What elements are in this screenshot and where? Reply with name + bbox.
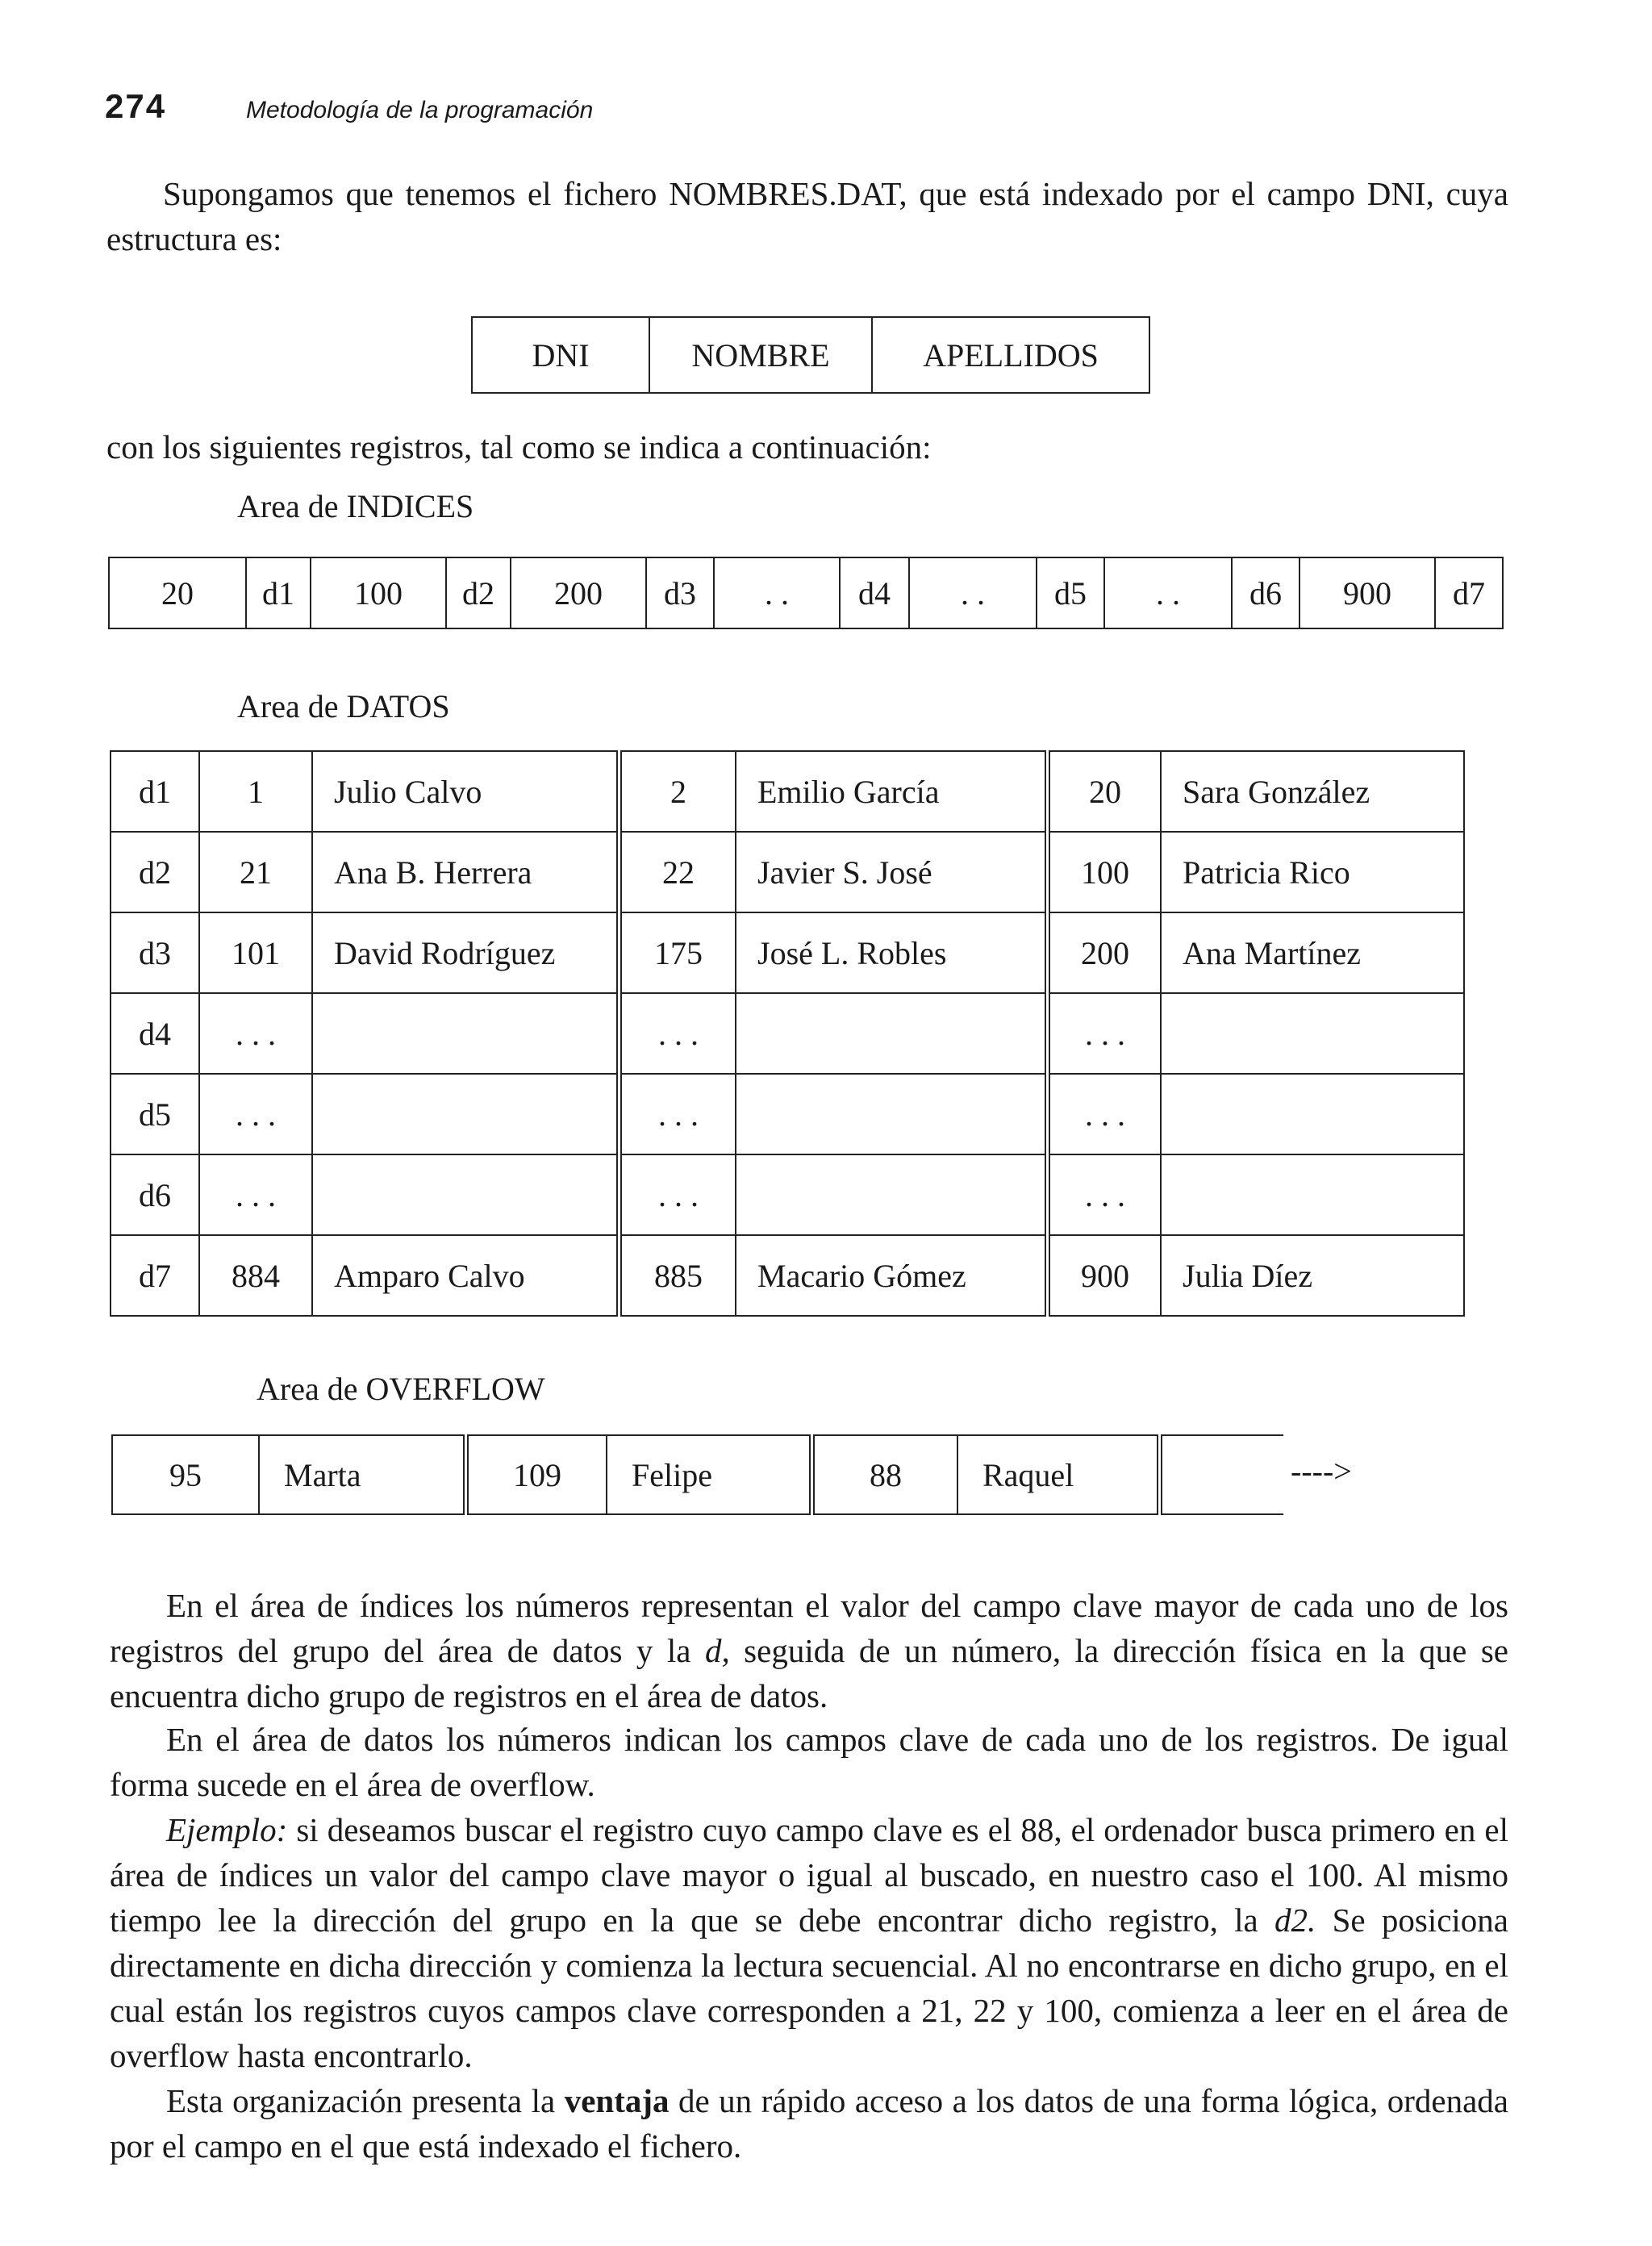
record-key: 885 bbox=[620, 1235, 736, 1316]
table-row bbox=[111, 993, 1464, 1074]
record-name bbox=[312, 1074, 620, 1154]
intro-paragraph: Supongamos que tenemos el fichero NOMBRES.DAT, que está indexado por el campo DNI, cuya estructura es: bbox=[106, 175, 1508, 257]
table-row bbox=[111, 751, 1464, 832]
index-address-cell: d7 bbox=[1435, 557, 1503, 628]
field-apellidos: APELLIDOS bbox=[872, 317, 1149, 393]
index-address-cell: d2 bbox=[446, 557, 511, 628]
paragraph-text: si deseamos buscar el registro cuyo campo clave es el 88, el ordenador busca primero en el área de índices un valor del campo clave mayor o igual al buscado, en nuestro caso el 100. Al mismo tiempo lee la dirección del grupo en la que se debe encontrar dicho registro, la bbox=[110, 1811, 1508, 1939]
record-name: Amparo Calvo bbox=[312, 1235, 620, 1316]
group-address: d3 bbox=[111, 912, 199, 993]
record-key: . . . bbox=[620, 993, 736, 1074]
table-row bbox=[111, 912, 1464, 993]
record-name bbox=[736, 993, 1048, 1074]
index-address-cell: d3 bbox=[646, 557, 714, 628]
record-name: Emilio García bbox=[736, 751, 1048, 832]
overflow-key: 109 bbox=[466, 1435, 607, 1514]
group-address: d5 bbox=[111, 1074, 199, 1154]
datos-area-label: Area de DATOS bbox=[237, 688, 450, 724]
overflow-arrow: ----> bbox=[1291, 1453, 1352, 1489]
record-name: Ana Martínez bbox=[1161, 912, 1464, 993]
record-key: . . . bbox=[1048, 993, 1162, 1074]
record-name: David Rodríguez bbox=[312, 912, 620, 993]
record-name bbox=[736, 1074, 1048, 1154]
index-address-cell: d1 bbox=[246, 557, 311, 628]
overflow-table bbox=[111, 1434, 1283, 1515]
record-key: 2 bbox=[620, 751, 736, 832]
overflow-area-label: Area de OVERFLOW bbox=[257, 1371, 545, 1407]
paragraph-example bbox=[110, 1807, 1508, 2078]
index-key-cell: 100 bbox=[311, 557, 446, 628]
table-row bbox=[111, 832, 1464, 912]
paragraph-datos: En el área de datos los números indican los campos clave de cada uno de los registros. De igual forma sucede en el área de overflow. bbox=[110, 1721, 1508, 1803]
record-key: . . . bbox=[199, 1154, 312, 1235]
paragraph-indices bbox=[110, 1583, 1508, 1718]
record-key: 175 bbox=[620, 912, 736, 993]
index-address-cell: d4 bbox=[840, 557, 909, 628]
table-row bbox=[111, 1235, 1464, 1316]
record-key: . . . bbox=[199, 993, 312, 1074]
field-dni: DNI bbox=[472, 317, 649, 393]
paragraph-text: seguida de un número, la dirección física en la que se encuentra dicho grupo de registros en el área de datos. bbox=[110, 1632, 1508, 1714]
record-key: 22 bbox=[620, 832, 736, 912]
group-address: d6 bbox=[111, 1154, 199, 1235]
group-address: d1 bbox=[111, 751, 199, 832]
group-address: d4 bbox=[111, 993, 199, 1074]
paragraph-text: En el área de índices los números representan el valor del campo clave mayor de cada uno de los registros del grupo del área de datos y la bbox=[110, 1587, 1508, 1669]
record-structure-table bbox=[471, 316, 1150, 394]
overflow-key: 95 bbox=[112, 1435, 259, 1514]
record-key: 101 bbox=[199, 912, 312, 993]
record-name bbox=[312, 993, 620, 1074]
record-name: Julia Díez bbox=[1161, 1235, 1464, 1316]
italic-d: d, bbox=[704, 1632, 730, 1669]
paragraph-text: Se posiciona directamente en dicha dirección y comienza la lectura secuencial. Al no encontrarse en dicho grupo, en el cual están los registros cuyos campos clave corresponden a 21, 22 y 100, comienza a leer en el área de overflow hasta encontrarlo. bbox=[110, 1902, 1508, 2074]
index-key-cell: 200 bbox=[511, 557, 646, 628]
index-key-cell: . . bbox=[909, 557, 1037, 628]
record-key: . . . bbox=[620, 1074, 736, 1154]
record-key: . . . bbox=[1048, 1074, 1162, 1154]
record-key: 884 bbox=[199, 1235, 312, 1316]
overflow-continuation-cell bbox=[1160, 1435, 1284, 1514]
bold-ventaja: ventaja bbox=[564, 2082, 670, 2119]
record-name bbox=[1161, 1074, 1464, 1154]
record-name: Julio Calvo bbox=[312, 751, 620, 832]
record-key: . . . bbox=[199, 1074, 312, 1154]
index-key-cell: . . bbox=[714, 557, 840, 628]
record-key: 21 bbox=[199, 832, 312, 912]
group-address: d7 bbox=[111, 1235, 199, 1316]
group-address: d2 bbox=[111, 832, 199, 912]
record-name bbox=[312, 1154, 620, 1235]
record-name bbox=[1161, 993, 1464, 1074]
page-number: 274 bbox=[105, 87, 167, 125]
record-name: Sara González bbox=[1161, 751, 1464, 832]
record-name bbox=[736, 1154, 1048, 1235]
indices-table bbox=[108, 557, 1504, 629]
datos-table bbox=[110, 750, 1465, 1317]
index-key-cell: 20 bbox=[109, 557, 246, 628]
paragraph-text: de un rápido acceso a los datos de una forma lógica, ordenada por el campo en el que está indexado el fichero. bbox=[110, 2082, 1508, 2165]
record-key: 200 bbox=[1048, 912, 1162, 993]
record-key: 900 bbox=[1048, 1235, 1162, 1316]
index-key-cell: 900 bbox=[1299, 557, 1435, 628]
index-key-cell: . . bbox=[1104, 557, 1232, 628]
table-row bbox=[111, 1074, 1464, 1154]
record-name: Macario Gómez bbox=[736, 1235, 1048, 1316]
registers-intro: con los siguientes registros, tal como se indica a continuación: bbox=[106, 428, 932, 465]
overflow-name: Marta bbox=[259, 1435, 466, 1514]
field-nombre: NOMBRE bbox=[649, 317, 872, 393]
record-key: . . . bbox=[620, 1154, 736, 1235]
overflow-name: Felipe bbox=[607, 1435, 812, 1514]
index-address-cell: d6 bbox=[1232, 557, 1299, 628]
index-address-cell: d5 bbox=[1037, 557, 1104, 628]
record-key: . . . bbox=[1048, 1154, 1162, 1235]
record-key: 100 bbox=[1048, 832, 1162, 912]
record-key: 20 bbox=[1048, 751, 1162, 832]
paragraph-advantage bbox=[110, 2078, 1508, 2169]
italic-d2: d2. bbox=[1274, 1902, 1316, 1939]
record-key: 1 bbox=[199, 751, 312, 832]
record-name: Ana B. Herrera bbox=[312, 832, 620, 912]
overflow-key: 88 bbox=[812, 1435, 958, 1514]
indices-area-label: Area de INDICES bbox=[237, 488, 474, 524]
record-name bbox=[1161, 1154, 1464, 1235]
overflow-name: Raquel bbox=[957, 1435, 1160, 1514]
running-title: Metodología de la programación bbox=[246, 97, 594, 123]
example-label: Ejemplo: bbox=[166, 1811, 288, 1848]
paragraph-text: Esta organización presenta la bbox=[166, 2082, 565, 2119]
record-name: Javier S. José bbox=[736, 832, 1048, 912]
record-name: José L. Robles bbox=[736, 912, 1048, 993]
table-row bbox=[111, 1154, 1464, 1235]
record-name: Patricia Rico bbox=[1161, 832, 1464, 912]
